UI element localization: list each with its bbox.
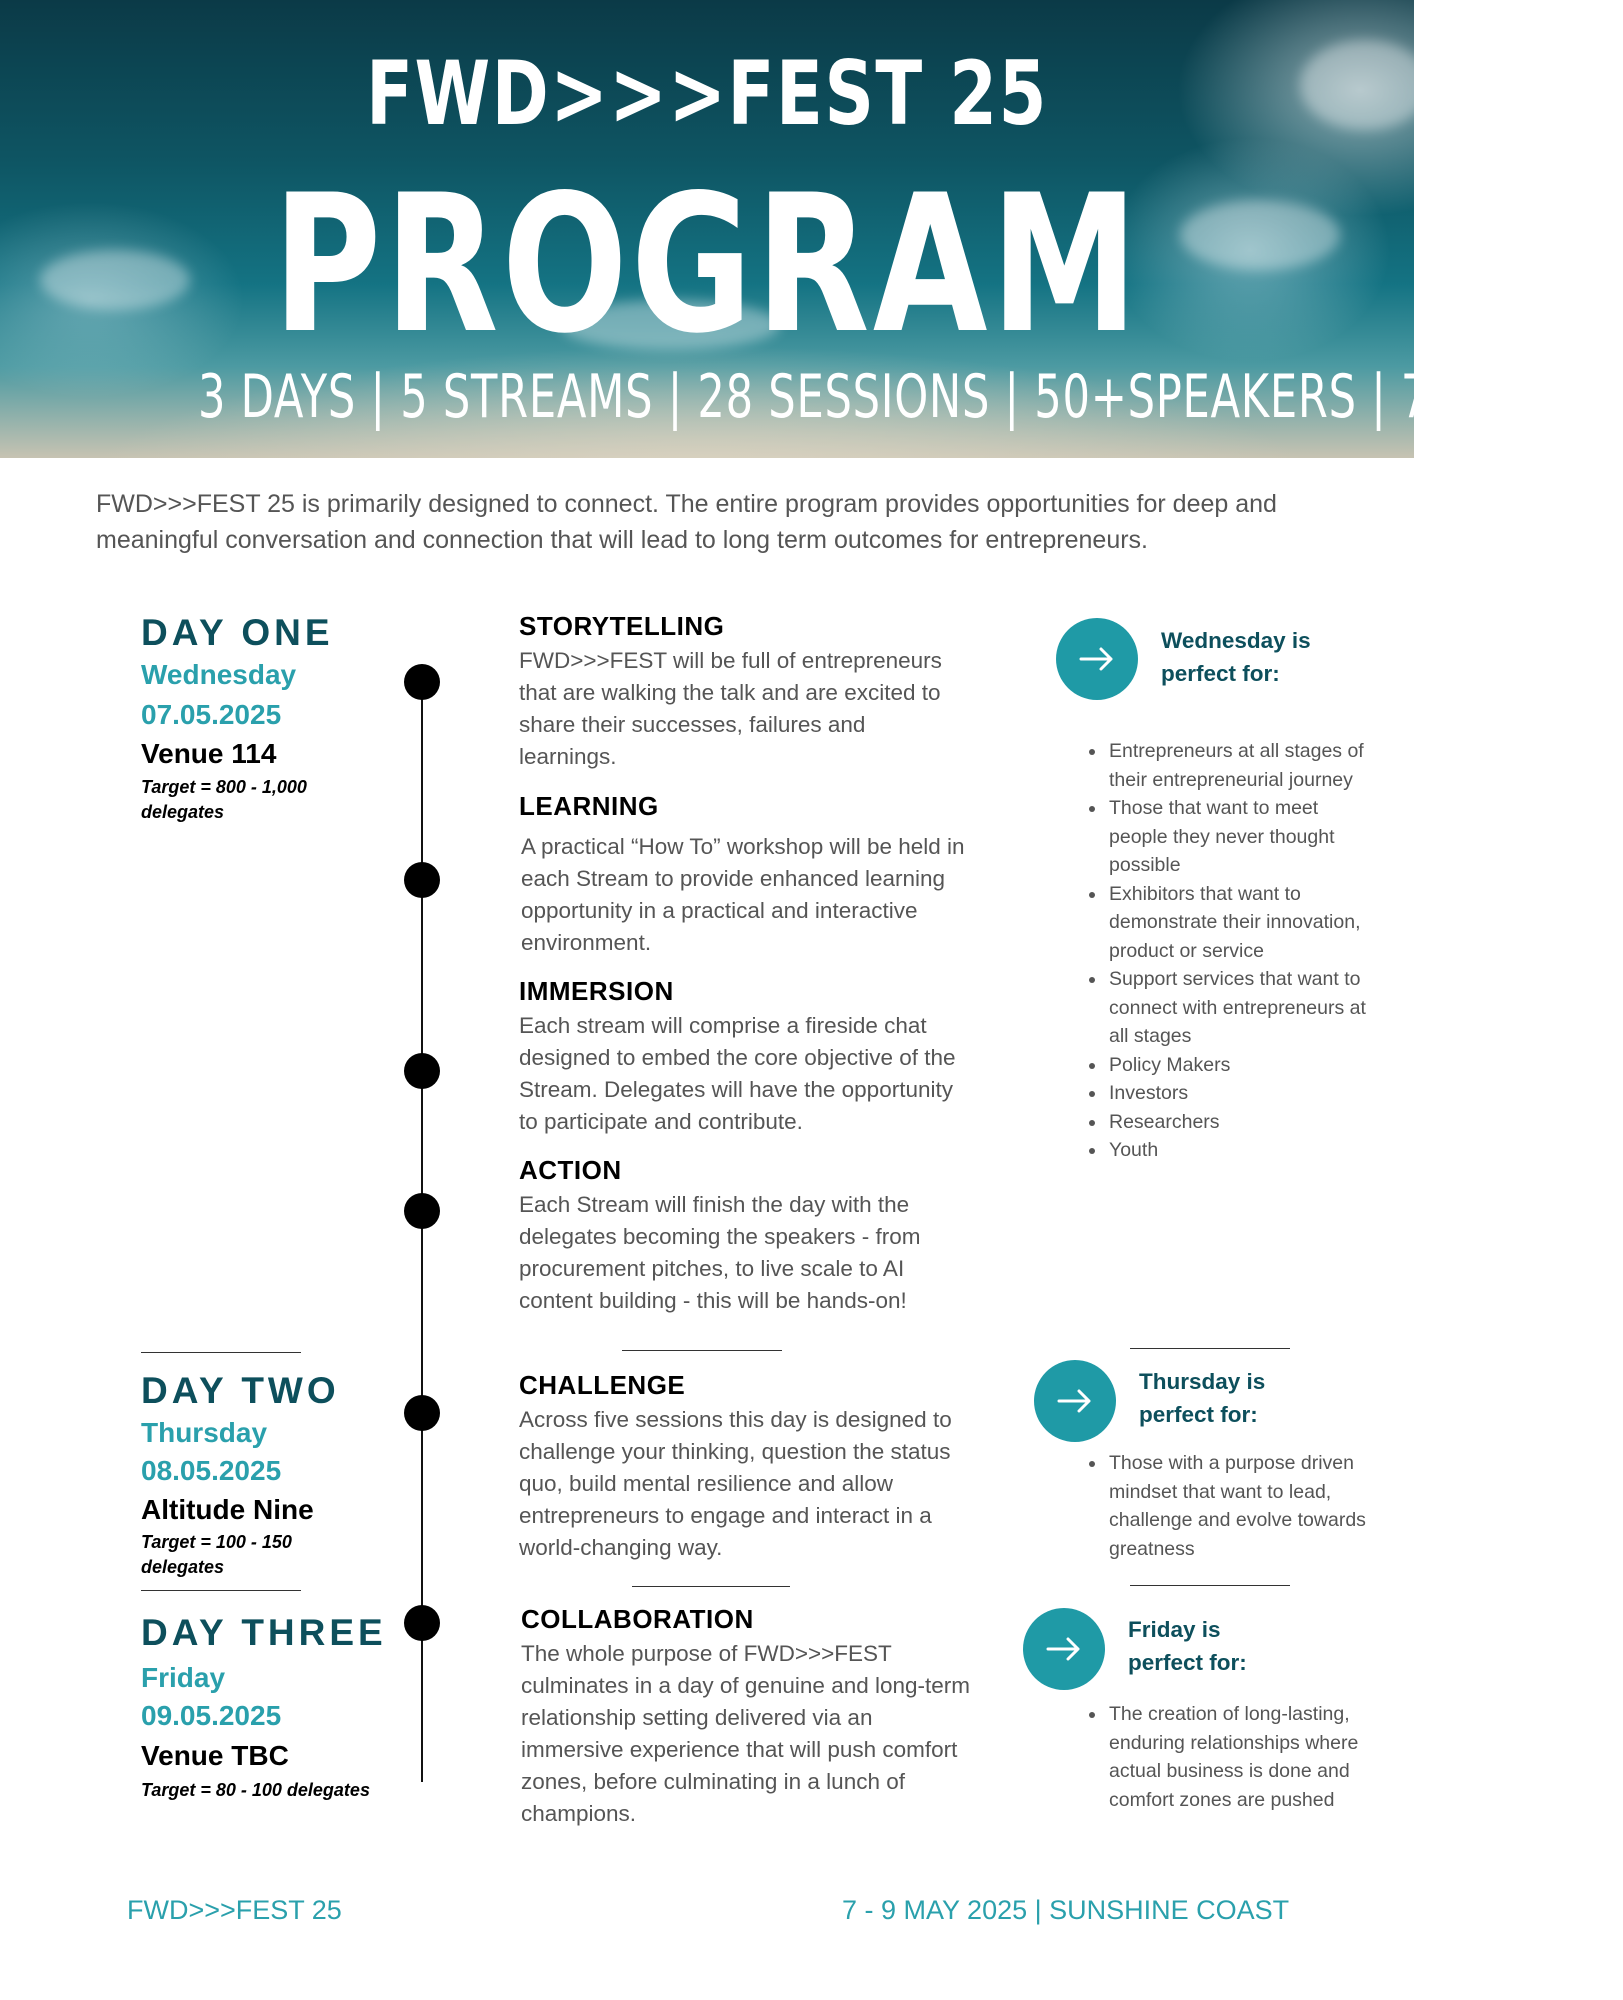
day-two-target: Target = 100 - 150 delegates <box>141 1532 292 1577</box>
timeline-dot <box>404 664 440 700</box>
day-three-title: DAY THREE <box>141 1612 387 1653</box>
stream-body-learning: A practical “How To” workshop will be held in each Stream to provide enhanced learning opportunity in a practical and interactive environment. <box>521 834 965 955</box>
day-two-venue: Altitude Nine <box>141 1494 314 1525</box>
list-item: • The creation of long-lasting, enduring relationships where actual business is done and comfort zones are pushed <box>1107 1700 1377 1814</box>
list-item: • Those with a purpose driven mindset that want to lead, challenge and evolve towards greatness <box>1107 1449 1392 1563</box>
wednesday-perfect-heading: Wednesday is perfect for: <box>1161 628 1311 686</box>
day-one-title: DAY ONE <box>141 612 334 653</box>
divider <box>632 1586 790 1587</box>
stream-title-learning: LEARNING <box>519 791 659 821</box>
day-three-venue: Venue TBC <box>141 1740 289 1771</box>
arrow-right-icon <box>1034 1360 1116 1442</box>
timeline-dot <box>404 862 440 898</box>
list-item: • Exhibitors that want to demonstrate their innovation, product or service <box>1107 880 1377 966</box>
stream-title-immersion: IMMERSION <box>519 976 674 1006</box>
divider <box>622 1350 782 1351</box>
day-two-weekday: Thursday <box>141 1417 268 1448</box>
list-item: • Researchers <box>1107 1108 1377 1137</box>
footer-brand: FWD>>>FEST 25 <box>127 1895 342 1925</box>
arrow-right-icon <box>1023 1608 1105 1690</box>
day-two-title: DAY TWO <box>141 1370 340 1411</box>
stream-body-immersion: Each stream will comprise a fireside chat designed to embed the core objective of the Stream. Delegates will have the opportunity to participate and contribute. <box>519 1013 956 1134</box>
divider <box>1130 1348 1290 1349</box>
footer-date-location: 7 - 9 MAY 2025 | SUNSHINE COAST <box>842 1895 1290 1925</box>
list-item: • Investors <box>1107 1079 1377 1108</box>
day-two-date: 08.05.2025 <box>141 1455 282 1486</box>
stream-body-challenge: Across five sessions this day is designed to challenge your thinking, question the status quo, build mental resilience and allow entrepreneurs to engage and interact in a world-changing way. <box>519 1407 952 1560</box>
list-item: • Those that want to meet people they never thought possible <box>1107 794 1377 880</box>
wednesday-audience-list <box>1081 737 1377 1165</box>
list-item: • Support services that want to connect with entrepreneurs at all stages <box>1107 965 1377 1051</box>
stream-body-action: Each Stream will finish the day with the delegates becoming the speakers - from procurement pitches, to live scale to AI content building - this will be hands-on! <box>519 1192 921 1313</box>
list-item: • Youth <box>1107 1136 1377 1165</box>
day-one-target: Target = 800 - 1,000 delegates <box>141 777 307 822</box>
day-one-date: 07.05.2025 <box>141 699 282 730</box>
stats-line: 3 DAYS | 5 STREAMS | 28 SESSIONS | 50+SPEAKERS | 7 VENUES <box>197 362 1623 432</box>
stream-title-collaboration: COLLABORATION <box>521 1604 754 1634</box>
stream-title-action: ACTION <box>519 1155 622 1185</box>
stream-title-storytelling: STORYTELLING <box>519 611 725 641</box>
friday-audience-list <box>1081 1700 1377 1814</box>
day-one-venue: Venue 114 <box>141 738 277 769</box>
divider <box>1130 1585 1290 1586</box>
divider <box>141 1590 301 1591</box>
arrow-right-icon <box>1056 618 1138 700</box>
day-one-weekday: Wednesday <box>141 659 297 690</box>
timeline-dot <box>404 1605 440 1641</box>
page-title: PROGRAM <box>272 154 1142 375</box>
timeline-dot <box>404 1395 440 1431</box>
day-three-weekday: Friday <box>141 1662 226 1693</box>
timeline-dot <box>404 1053 440 1089</box>
stream-body-storytelling: FWD>>>FEST will be full of entrepreneurs that are walking the talk and are excited to share their successes, failures and learnings. <box>519 648 942 769</box>
thursday-perfect-heading: Thursday is perfect for: <box>1139 1369 1266 1427</box>
brand-logo-text: FWD>>>FEST 25 <box>366 42 1048 145</box>
list-item: • Entrepreneurs at all stages of their entrepreneurial journey <box>1107 737 1377 794</box>
list-item: • Policy Makers <box>1107 1051 1377 1080</box>
stream-title-challenge: CHALLENGE <box>519 1370 686 1400</box>
intro-paragraph: FWD>>>FEST 25 is primarily designed to connect. The entire program provides opportunities for deep and meaningful conversation and connection that will lead to long term outcomes for entrepreneurs. <box>96 490 1277 554</box>
divider <box>141 1352 301 1353</box>
hero-banner <box>0 0 1623 458</box>
thursday-audience-list <box>1081 1449 1392 1563</box>
timeline-dot <box>404 1193 440 1229</box>
day-three-date: 09.05.2025 <box>141 1700 282 1731</box>
stream-body-collaboration: The whole purpose of FWD>>>FEST culminates in a day of genuine and long-term relationship setting delivered via an immersive experience that will push comfort zones, before culminating in a lunch of champions. <box>521 1641 971 1826</box>
friday-perfect-heading: Friday is perfect for: <box>1128 1617 1247 1675</box>
day-three-target: Target = 80 - 100 delegates <box>141 1780 370 1800</box>
